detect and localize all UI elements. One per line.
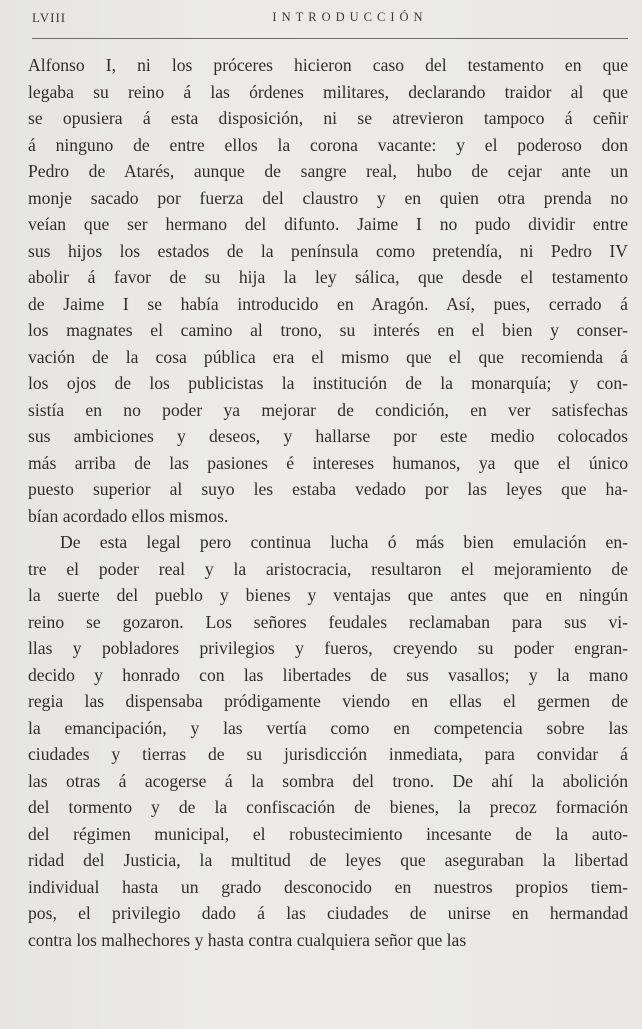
text-line: puesto superior al suyo les estaba vedado por las leyes que ha- bbox=[28, 479, 628, 499]
text-line: sus hijos los estados de la península como pretendía, ni Pedro IV bbox=[28, 240, 628, 261]
text-line: veían que ser hermano del difunto. Jaime I no pudo dividir entre bbox=[28, 214, 628, 234]
page-number: LVIII bbox=[32, 10, 67, 25]
text-line: más arriba de las pasiones é intereses humanos, ya que el único bbox=[28, 452, 628, 473]
text-line: llas y pobladores privilegios y fueros, creyendo su poder engran- bbox=[28, 638, 628, 658]
text-line: de Jaime I se había introducido en Aragón. Así, pues, cerrado á bbox=[28, 293, 628, 314]
text-line: contra los malhechores y hasta contra cualquiera señor que las bbox=[28, 929, 467, 950]
text-line: los ojos de los publicistas la institución de la monarquía; y con- bbox=[28, 373, 628, 393]
text-line: las otras á acogerse á la sombra del trono. De ahí la abolición bbox=[28, 770, 628, 791]
text-line: individual hasta un grado desconocido en nuestros propios tiem- bbox=[28, 876, 628, 897]
text-line: abolir á favor de su hija la ley sálica, que desde el testamento bbox=[28, 267, 628, 287]
text-line: ridad del Justicia, la multitud de leyes que aseguraban la libertad bbox=[28, 850, 628, 870]
text-line: vación de la cosa pública era el mismo que el que recomienda á bbox=[28, 346, 628, 367]
text-line: del tormento y de la confiscación de bienes, la precoz formación bbox=[28, 797, 628, 817]
text-line: decido y honrado con las libertades de sus vasallos; y la mano bbox=[28, 664, 628, 685]
text-line: ciudades y tierras de su jurisdicción inmediata, para convidar á bbox=[28, 744, 628, 764]
text-line: monje sacado por fuerza del claustro y en quien otra prenda no bbox=[28, 187, 628, 208]
text-line: se opusiera á esta disposición, ni se atrevieron tampoco á ceñir bbox=[28, 108, 628, 128]
text-line: la emancipación, y las vertía como en competencia sobre las bbox=[28, 717, 628, 738]
text-line: del régimen municipal, el robustecimiento incesante de la auto- bbox=[28, 823, 628, 844]
paragraph bbox=[28, 52, 628, 529]
text-line: bían acordado ellos mismos. bbox=[28, 505, 229, 526]
text-line: sistía en no poder ya mejorar de condición, en ver satisfechas bbox=[28, 399, 628, 420]
header-rule bbox=[32, 38, 628, 39]
text-line: la suerte del pueblo y bienes y ventajas que antes que en ningún bbox=[28, 585, 628, 605]
text-line: á ninguno de entre ellos la corona vacante: y el poderoso don bbox=[28, 134, 628, 155]
text-line: regia las dispensaba pródigamente viendo en ellas el germen de bbox=[28, 691, 628, 711]
text-line: legaba su reino á las órdenes militares, declarando traidor al que bbox=[28, 81, 628, 102]
text-line: sus ambiciones y deseos, y hallarse por este medio colocados bbox=[28, 426, 628, 446]
body-text bbox=[28, 52, 628, 953]
text-line: tre el poder real y la aristocracia, resultaron el mejoramiento de bbox=[28, 558, 628, 579]
text-line: Alfonso I, ni los próceres hicieron caso del testamento en que bbox=[28, 55, 628, 75]
text-line: pos, el privilegio dado á las ciudades de unirse en hermandad bbox=[28, 903, 628, 923]
paragraph bbox=[28, 529, 628, 953]
running-head: INTRODUCCIÓN bbox=[272, 10, 428, 24]
text-line: Pedro de Atarés, aunque de sangre real, hubo de cejar ante un bbox=[28, 161, 628, 181]
page-header bbox=[32, 10, 628, 36]
text-line: De esta legal pero continua lucha ó más bien emulación en- bbox=[60, 532, 628, 552]
text-line: los magnates el camino al trono, su interés en el bien y conser- bbox=[28, 320, 628, 340]
text-line: reino se gozaron. Los señores feudales reclamaban para sus vi- bbox=[28, 611, 628, 632]
